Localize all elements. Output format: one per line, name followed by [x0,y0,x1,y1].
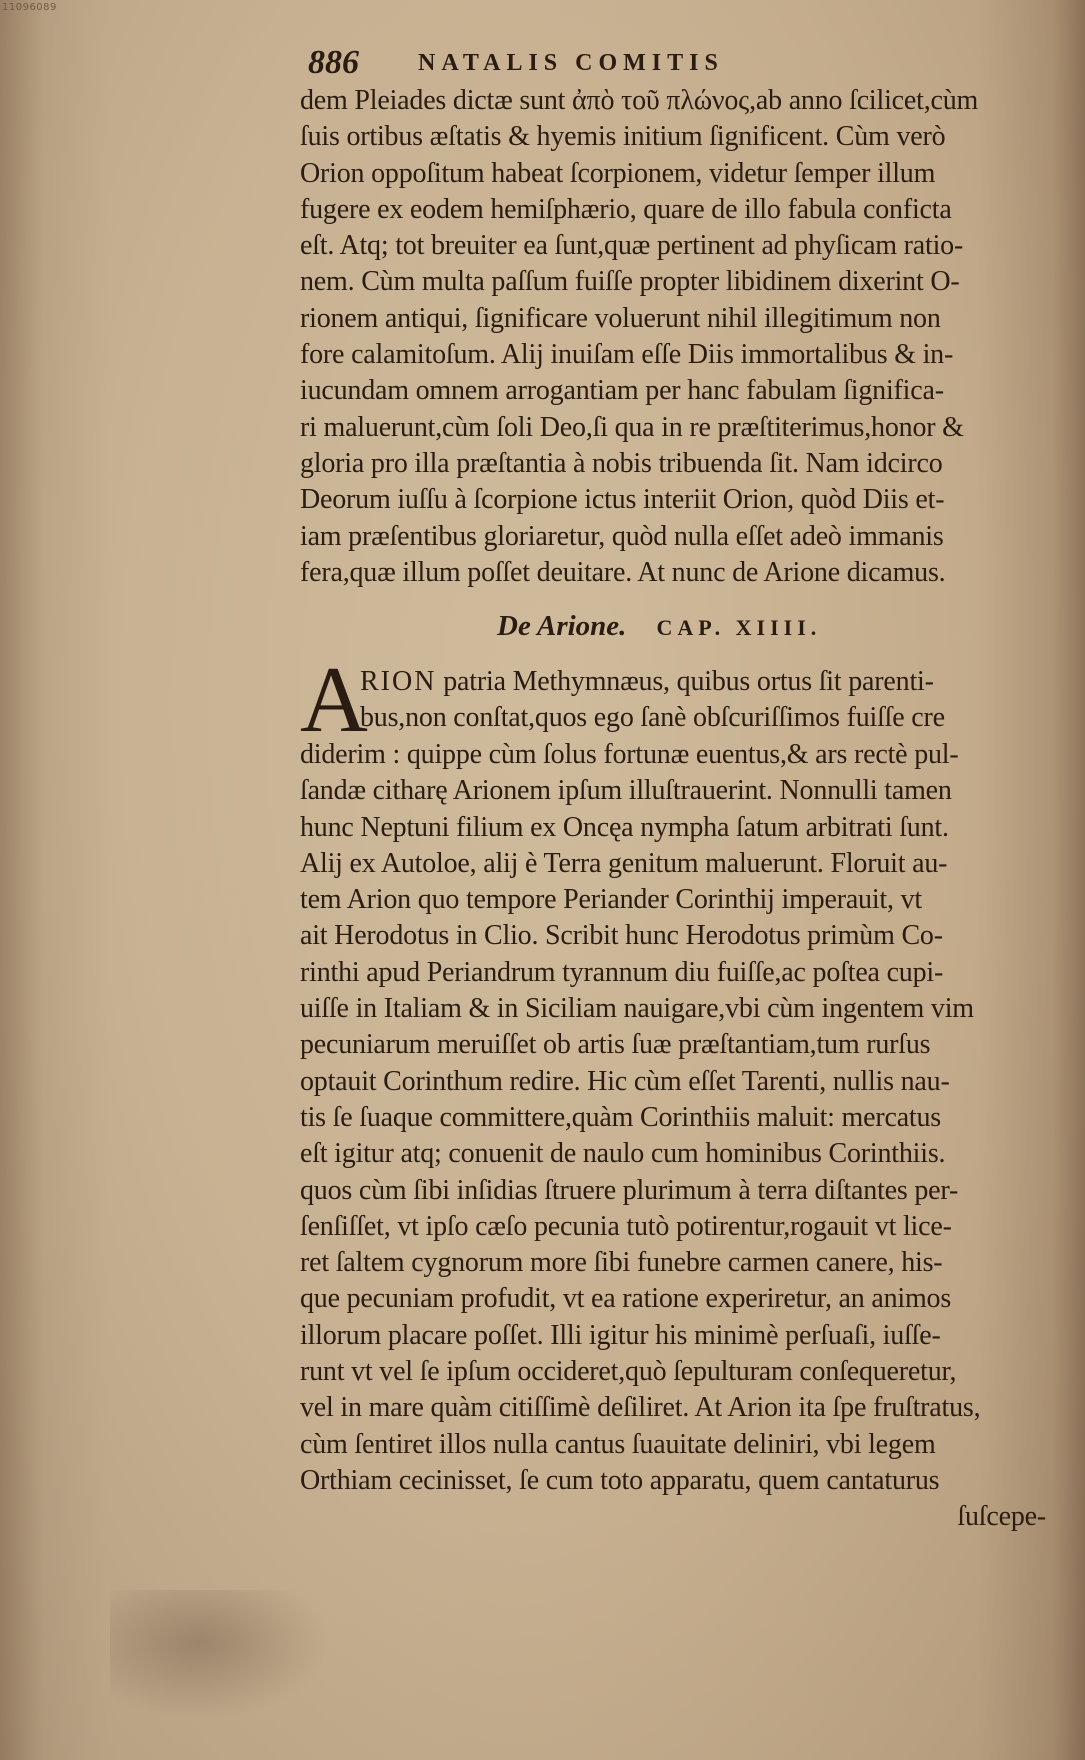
page-header [308,44,948,84]
text-line: fera,quæ illum poſſet deuitare. At nunc de Arione dicamus. [300,556,946,588]
text-line: gloria pro illa præſtantia à nobis tribuenda ſit. Nam idcirco [300,447,943,479]
text-line: ſenſiſſet, vt ipſo cæſo pecunia tutò potirentur,rogauit vt lice- [300,1210,952,1242]
text-line: rionem antiqui, ſignificare voluerunt nihil illegitimum non [300,302,941,334]
text-line: diderim : quippe cùm ſolus fortunæ euentus,& ars rectè pul- [300,739,959,770]
paragraph-arion-opening [360,664,1048,737]
text-line: iucundam omnem arrogantiam per hanc fabulam ſignifica- [300,375,944,407]
page-number: 886 [308,44,359,81]
text-line: fugere ex eodem hemiſphærio, quare de illo fabula conficta [300,193,952,225]
text-line: rinthi apud Periandrum tyrannum diu fuiſſe,ac poſtea cupi- [300,956,944,988]
text-line: quos cùm ſibi inſidias ſtruere plurimum à terra diſtantes per- [300,1174,959,1206]
text-line: ait Herodotus in Clio. Scribit hunc Herodotus primùm Co- [300,920,943,952]
text-line: Orthiam cecinisset, ſe cum toto apparatu, quem cantaturus [300,1464,940,1496]
text-line: eſt igitur atq; conuenit de naulo cum hominibus Corinthiis. [300,1138,946,1170]
catchword: ſuſcepe- [957,1501,1046,1533]
drop-cap-initial: A [300,648,368,752]
text-line: iam præſentibus gloriaretur, quòd nulla eſſet adeò immanis [300,520,944,552]
chapter-label: CAP. XIIII. [656,615,822,640]
text-line: tem Arion quo tempore Periander Corinthij imperauit, vt [300,884,922,916]
text-line: pecuniarum meruiſſet ob artis ſuæ præſtantiam,tum rurſus [300,1029,931,1061]
text-line: hunc Neptuni filium ex Oncęa nympha ſatum arbitrati ſunt. [300,811,949,843]
text-line: cùm ſentiret illos nulla cantus ſuauitate deliniri, vbi legem [300,1428,936,1460]
text-line: optauit Corinthum redire. Hic cùm eſſet Tarenti, nullis nau- [300,1065,950,1097]
text-line: Orion oppoſitum habeat ſcorpionem, videtur ſemper illum [300,157,936,189]
text-line: eſt. Atq; tot breuiter ea ſunt,quæ pertinent ad phyſicam ratio- [300,230,964,262]
chapter-title: De Arione. [497,610,627,642]
text-line: illorum placare poſſet. Illi igitur his minimè perſuaſi, iuſſe- [300,1319,941,1351]
text-line: vel in mare quàm citiſſimè deſiliret. At Arion ita ſpe fruſtratus, [300,1392,981,1424]
running-head: NATALIS COMITIS [418,50,724,76]
text-line: tis ſe ſuaque committere,quàm Corinthiis maluit: mercatus [300,1101,942,1133]
chapter-heading [497,610,821,650]
text-line: Alij ex Autoloe, alij è Terra genitum maluerunt. Floruit au- [300,847,948,879]
text-line: ſuis ortibus æſtatis & hyemis initium ſignificent. Cùm verò [300,121,946,153]
text-line: fore calamitoſum. Alij inuiſam eſſe Diis immortalibus & in- [300,339,954,371]
first-word: RION [360,666,437,697]
text-line: ſandæ citharę Arionem ipſum illuſtrauerint. Nonnulli tamen [300,775,952,807]
text-line: dem Pleiades dictæ sunt ἀπὸ τοῦ πλώνος,ab anno ſcilicet,cùm [300,85,979,116]
text-line: que pecuniam profudit, vt ea ratione experiretur, an animos [300,1283,952,1315]
page-stain [110,1590,330,1720]
text-line: uiſſe in Italiam & in Siciliam nauigare,vbi cùm ingentem vim [300,993,974,1025]
text-line: nem. Cùm multa paſſum fuiſſe propter libidinem dixerint O- [300,266,960,298]
text-line: runt vt vel ſe ipſum occideret,quò ſepulturam conſequeretur, [300,1356,957,1388]
text-line [360,664,1048,700]
text-line: Deorum iuſſu à ſcorpione ictus interiit Orion, quòd Diis et- [300,484,945,516]
paragraph-arion [300,737,1048,1536]
paragraph-orion [300,83,1048,591]
text-line: ri maluerunt,cùm ſoli Deo,ſi qua in re præſtiterimus,honor & [300,411,964,443]
text-line: bus,non conſtat,quos ego ſanè obſcuriſſimos fuiſſe cre [360,702,945,734]
first-line-rest: patria Methymnæus, quibus ortus ſit parenti- [436,666,934,697]
text-line: ret ſaltem cygnorum more ſibi funebre carmen canere, his- [300,1247,943,1279]
library-stamp: 11096089 [2,2,57,13]
